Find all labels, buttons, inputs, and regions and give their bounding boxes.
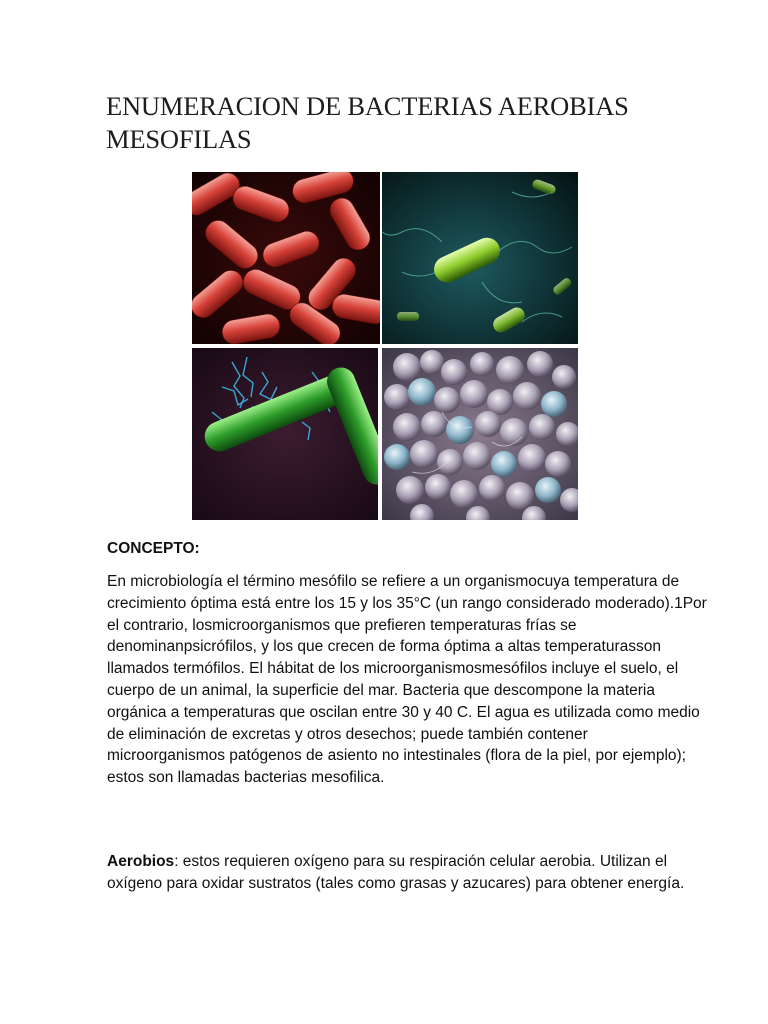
aerobios-term: Aerobios bbox=[107, 853, 175, 870]
aerobios-paragraph bbox=[107, 851, 707, 895]
cluster-bacteria-panel bbox=[382, 348, 578, 520]
green-flagellated-bacteria-panel bbox=[377, 172, 578, 344]
aerobios-definition: : estos requieren oxígeno para su respiración celular aerobia. Utilizan el oxígeno para oxidar sustratos (tales como grasas y azucares) para obtener energía. bbox=[107, 853, 685, 892]
bacteria-collage-image bbox=[192, 172, 578, 520]
green-rod-bacteria-panel bbox=[192, 348, 395, 520]
red-rod-bacteria-panel bbox=[192, 172, 390, 350]
concepto-heading: CONCEPTO: bbox=[107, 540, 200, 557]
page-title: ENUMERACION DE BACTERIAS AEROBIAS MESOFILAS bbox=[106, 91, 629, 154]
concepto-paragraph: En microbiología el término mesófilo se refiere a un organismocuya temperatura de crecimiento óptima está entre los 15 y los 35°C (un rango considerado moderado).1Por el contrario, losmicroorganismos que prefieren temperaturas frías se denominanpsicrófilos, y los que crecen de forma óptima a altas temperaturasson llamados termófilos. El hábitat de los microorganismosmesófilos incluye el suelo, el cuerpo de un animal, la superficie del mar. Bacteria que descompone la materia orgánica a temperaturas que oscilan entre 30 y 40 C. El agua es utilizada como medio de eliminación de excretas y otros desechos; puede también contener microorganismos patógenos de asiento no intestinales (flora de la piel, por ejemplo); estos son llamadas bacterias mesofilica. bbox=[107, 573, 707, 787]
